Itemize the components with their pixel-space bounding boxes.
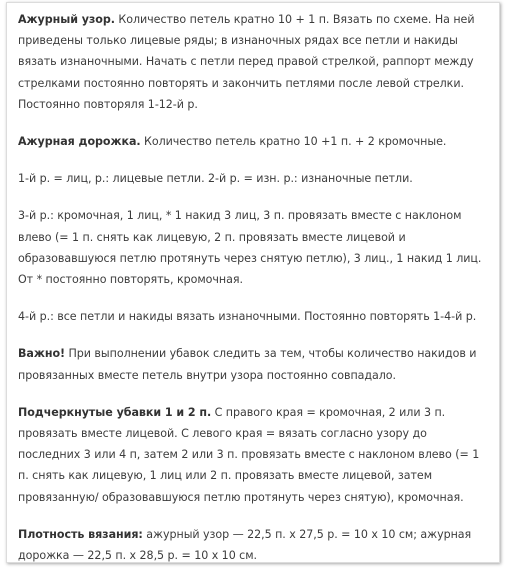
heading-gauge: Плотность вязания: xyxy=(18,527,143,541)
heading-openwork-pattern: Ажурный узор. xyxy=(18,13,115,26)
paragraph-openwork-pattern xyxy=(18,9,489,115)
heading-decreases: Подчеркнутые убавки 1 и 2 п. xyxy=(18,405,212,419)
paragraph-decreases xyxy=(18,402,489,508)
text-openwork-track: Количество петель кратно 10 +1 п. + 2 кромочные. xyxy=(140,135,447,149)
text-important: При выполнении убавок следить за тем, чтобы количество накидов и провязанных вместе петель внутри узора постоянно совпадало. xyxy=(18,347,477,382)
paragraph-gauge xyxy=(18,524,489,566)
text-openwork-pattern: Количество петель кратно 10 + 1 п. Вязать по схеме. На ней приведены только лицевые ряды; в изнаночных рядах все петли и накиды вязать изнаночными. Начать с петли перед правой стрелкой, раппорт между стрелками постоянно повторять и закончить петлями после левой стрелки. Постоянно повторяля 1-12-й р. xyxy=(18,13,475,111)
heading-openwork-track: Ажурная дорожка. xyxy=(18,135,141,149)
text-decreases: С правого края = кромочная, 2 или 3 п. провязать вместе лицевой. С левого края = вязать согласно узору до последних 3 или 4 п, затем 2 или 3 п. провязать вместе с наклоном влево (= 1 п. снять как лицевую, 1 лиц или 2 п. провязать вместе лицевой, затем провязанную/ образовавшуюся петлю протянуть через снятую), кромочная. xyxy=(18,405,480,504)
paragraph-openwork-track xyxy=(18,131,489,152)
paragraph-row-3 xyxy=(18,205,489,290)
text-row-3: 3-й р.: кромочная, 1 лиц, * 1 накид 3 лиц, 3 п. провязать вместе с наклоном влево (= 1 п. снять как лицевую, 2 п. провязать вместе лицевой и образовавшуюся петлю протянуть через снятую петлю), 3 лиц., 1 накид 1 лиц. От * постоянно повторять, кромочная. xyxy=(18,209,482,287)
paragraph-rows-1-2 xyxy=(18,168,489,189)
paragraph-important xyxy=(18,343,489,385)
heading-important: Важно! xyxy=(18,347,66,361)
paragraph-row-4 xyxy=(18,306,489,327)
text-row-4: 4-й р.: все петли и накиды вязать изнаночными. Постоянно повторять 1-4-й р. xyxy=(18,310,477,324)
instructions-card xyxy=(6,2,500,563)
text-rows-1-2: 1-й р. = лиц, р.: лицевые петли. 2-й р. = изн. р.: изнаночные петли. xyxy=(18,172,413,186)
text-gauge: ажурный узор — 22,5 п. х 27,5 р. = 10 х 10 см; ажурная дорожка — 22,5 п. х 28,5 р. = 10 х 10 см. xyxy=(18,527,472,563)
